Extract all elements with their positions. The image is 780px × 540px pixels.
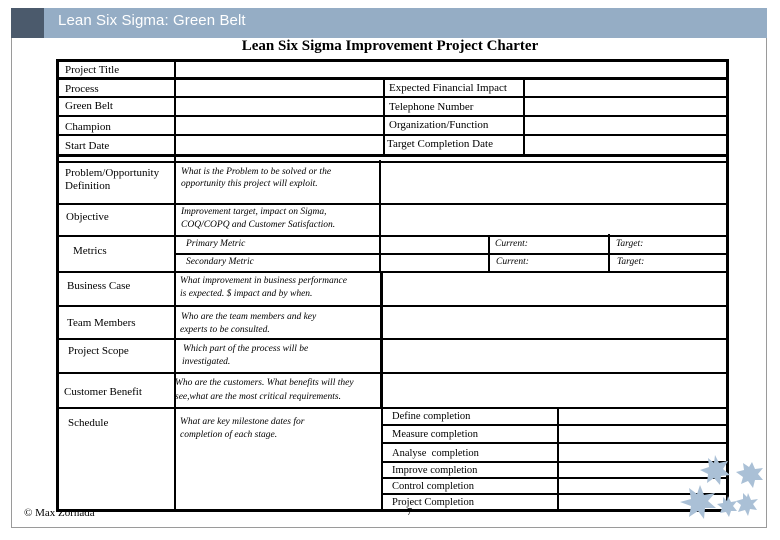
problem-label-line1: Problem/Opportunity — [65, 167, 160, 179]
customer-benefit-label: Customer Benefit — [64, 386, 142, 398]
milestone-define-label: Define completion — [392, 411, 471, 422]
primary-current-field[interactable] — [530, 237, 607, 253]
secondary-current-field[interactable] — [530, 255, 607, 271]
milestone-analyse-label: Analyse completion — [392, 448, 479, 459]
organization-label: Organization/Function — [389, 119, 489, 131]
customer-benefit-field[interactable] — [383, 374, 726, 407]
objective-hint-line2: COQ/COPQ and Customer Satisfaction. — [181, 220, 336, 230]
business-case-field[interactable] — [383, 273, 726, 305]
secondary-metric-label: Secondary Metric — [186, 257, 254, 267]
organization-field[interactable] — [526, 117, 726, 134]
business-case-label: Business Case — [67, 280, 131, 292]
label-column-divider — [174, 59, 176, 512]
milestone-project-label: Project Completion — [392, 497, 474, 508]
document-title: Lean Six Sigma Improvement Project Charter — [241, 38, 539, 54]
green-belt-label: Green Belt — [65, 100, 113, 112]
primary-current-label: Current: — [495, 239, 528, 249]
start-date-field[interactable] — [177, 136, 382, 154]
page-number: 7 — [407, 507, 412, 518]
customer-benefit-hint-line2: see,what are the most critical requirements. — [175, 392, 341, 402]
secondary-current-label: Current: — [496, 257, 529, 267]
schedule-hint-line2: completion of each stage. — [180, 430, 278, 440]
team-members-hint-line2: experts to be consulted. — [180, 325, 270, 335]
star-icon — [736, 462, 763, 488]
process-field[interactable] — [177, 80, 382, 96]
secondary-metric-field[interactable] — [382, 255, 487, 271]
metrics-label: Metrics — [73, 245, 107, 257]
customer-benefit-hint-line1: Who are the customers. What benefits will they — [175, 378, 354, 388]
star-icon — [736, 493, 758, 516]
milestone-measure-field[interactable] — [559, 426, 726, 442]
business-case-hint-line1: What improvement in business performance — [180, 276, 347, 286]
primary-metric-label: Primary Metric — [186, 239, 246, 249]
project-scope-hint-line1: Which part of the process will be — [183, 344, 309, 354]
secondary-target-field[interactable] — [650, 255, 726, 271]
objective-hint-line1: Improvement target, impact on Sigma, — [181, 207, 327, 217]
project-title-label: Project Title — [65, 64, 120, 76]
target-completion-field[interactable] — [526, 136, 726, 154]
green-belt-field[interactable] — [177, 98, 382, 115]
star-icon — [700, 455, 730, 485]
problem-hint-line1: What is the Problem to be solved or the — [181, 167, 332, 177]
table-right-border — [726, 59, 729, 512]
objective-field[interactable] — [382, 205, 726, 235]
problem-label-line2: Definition — [65, 180, 111, 192]
start-date-label: Start Date — [65, 140, 110, 152]
milestone-define-field[interactable] — [559, 409, 726, 424]
table-left-border — [56, 59, 59, 512]
telephone-label: Telephone Number — [389, 101, 474, 113]
primary-target-field[interactable] — [650, 237, 726, 253]
milestone-control-label: Control completion — [392, 481, 474, 492]
project-scope-label: Project Scope — [68, 345, 129, 357]
schedule-label: Schedule — [68, 417, 109, 429]
project-scope-hint-line2: investigated. — [182, 357, 231, 367]
schedule-hint-line1: What are key milestone dates for — [180, 417, 305, 427]
star-icon — [680, 485, 716, 519]
milestone-measure-label: Measure completion — [392, 429, 479, 440]
process-label: Process — [65, 83, 99, 95]
course-title: Lean Six Sigma: Green Belt — [58, 12, 246, 29]
star-icon — [717, 496, 737, 517]
target-completion-label: Target Completion Date — [387, 138, 493, 150]
problem-hint-line2: opportunity this project will exploit. — [181, 179, 318, 189]
telephone-field[interactable] — [526, 98, 726, 115]
problem-field[interactable] — [382, 163, 726, 203]
header-accent-square — [11, 8, 44, 38]
project-scope-field[interactable] — [383, 340, 726, 372]
team-members-field[interactable] — [383, 307, 726, 338]
star-cluster-icon — [670, 455, 770, 530]
hint-divider-upper — [379, 160, 381, 272]
primary-metric-field[interactable] — [382, 237, 487, 253]
milestone-improve-label: Improve completion — [392, 465, 478, 476]
team-members-hint-line1: Who are the team members and key — [181, 312, 317, 322]
primary-target-label: Target: — [616, 239, 644, 249]
objective-label: Objective — [66, 211, 109, 223]
champion-label: Champion — [65, 121, 111, 133]
copyright-notice: © Max Zornada — [24, 507, 95, 519]
row-line — [56, 509, 729, 512]
row-line — [56, 154, 729, 157]
champion-field[interactable] — [177, 117, 382, 134]
financial-impact-field[interactable] — [526, 80, 726, 96]
business-case-hint-line2: is expected. $ impact and by when. — [180, 289, 313, 299]
project-title-field[interactable] — [177, 62, 726, 77]
financial-impact-label: Expected Financial Impact — [389, 82, 507, 94]
secondary-target-label: Target: — [617, 257, 645, 267]
team-members-label: Team Members — [67, 317, 136, 329]
